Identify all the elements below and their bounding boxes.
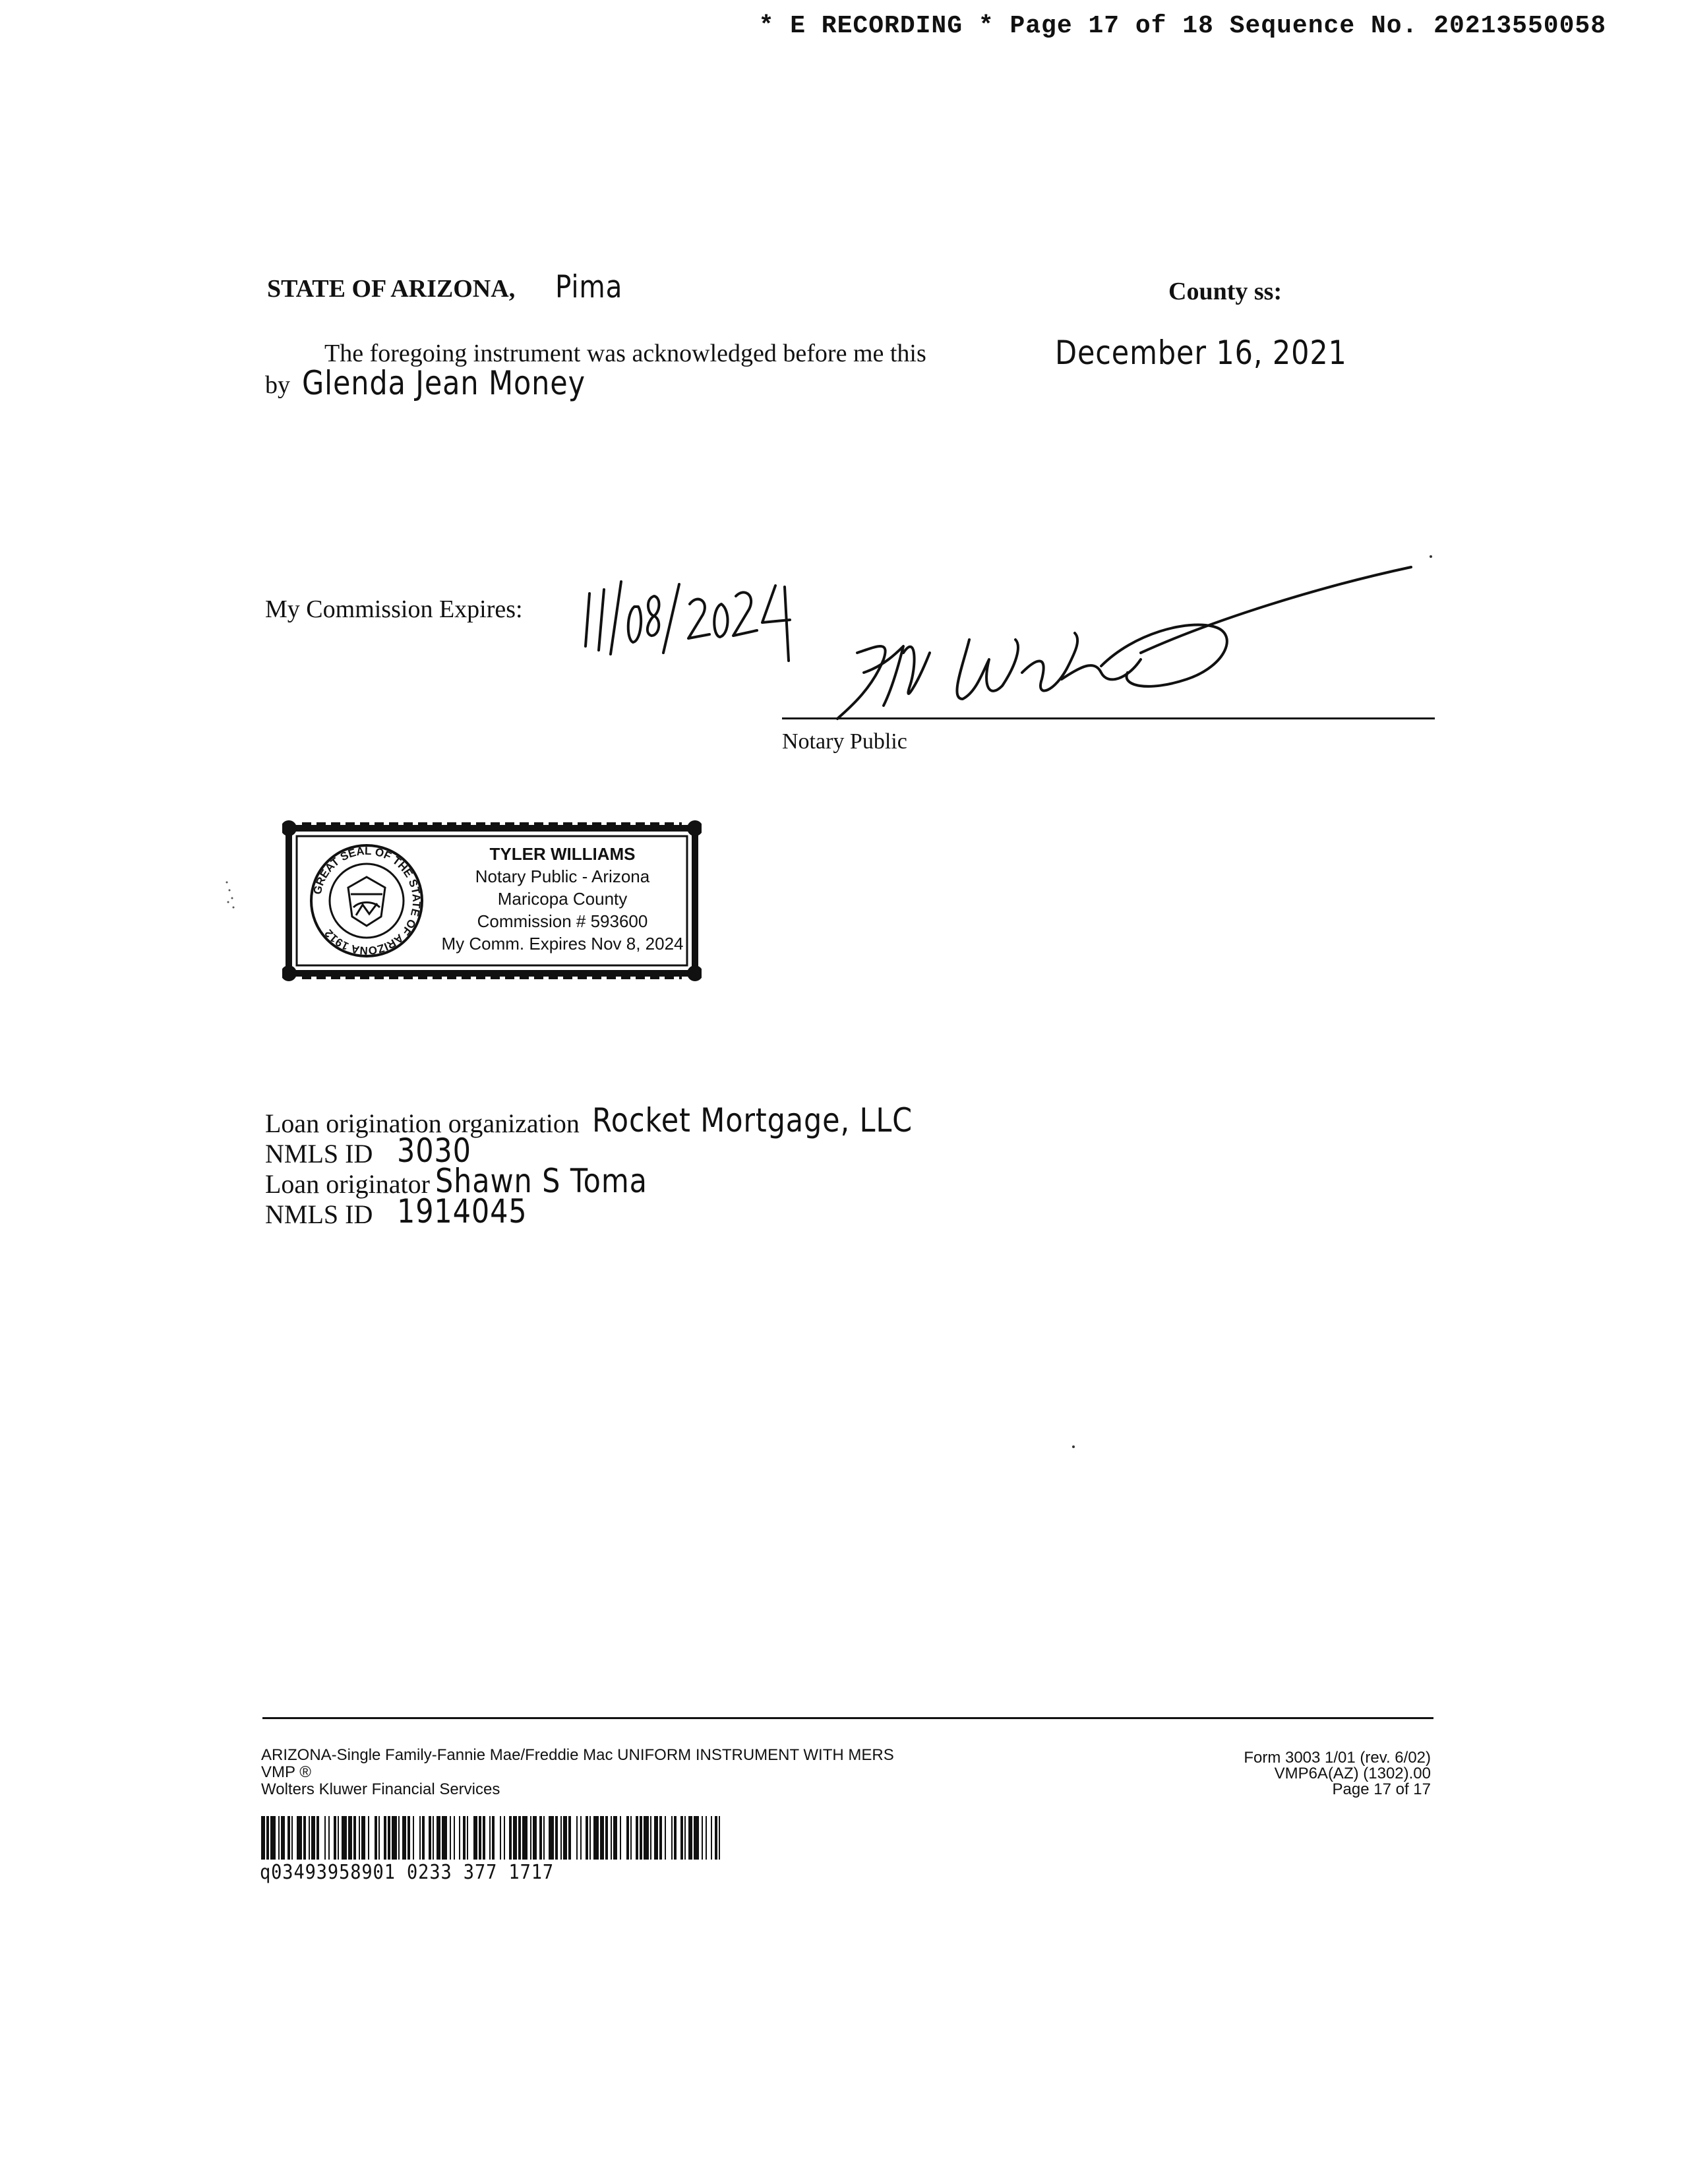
loan-originator-value: Shawn S Toma bbox=[435, 1162, 648, 1200]
county-name: Pima bbox=[555, 269, 623, 305]
org-nmls-value: 3030 bbox=[397, 1132, 471, 1170]
footer-vmp-code: VMP6A(AZ) (1302).00 bbox=[1274, 1765, 1431, 1782]
scan-specks bbox=[223, 878, 243, 918]
notary-signature bbox=[818, 554, 1437, 725]
org-nmls-label: NMLS ID bbox=[265, 1139, 373, 1168]
scan-dot bbox=[1430, 555, 1432, 558]
barcode bbox=[261, 1816, 720, 1860]
footer-form-number: Form 3003 1/01 (rev. 6/02) bbox=[1244, 1749, 1431, 1767]
arizona-seal bbox=[307, 841, 426, 960]
scan-dot bbox=[1072, 1445, 1075, 1448]
originator-nmls-label: NMLS ID bbox=[265, 1199, 373, 1229]
stamp-title: Notary Public - Arizona bbox=[475, 866, 650, 886]
recording-header: * E RECORDING * Page 17 of 18 Sequence No. 20213550058 bbox=[758, 12, 1606, 40]
footer-page-number: Page 17 of 17 bbox=[1332, 1780, 1431, 1798]
stamp-county: Maricopa County bbox=[497, 889, 628, 909]
footer-publisher: Wolters Kluwer Financial Services bbox=[261, 1780, 500, 1798]
signer-name: Glenda Jean Money bbox=[302, 364, 586, 402]
state-label: STATE OF ARIZONA, bbox=[267, 275, 516, 303]
stamp-commission-number: Commission # 593600 bbox=[477, 911, 648, 931]
notary-public-label: Notary Public bbox=[782, 729, 907, 754]
signature-line bbox=[782, 717, 1435, 719]
stamp-notary-name: TYLER WILLIAMS bbox=[489, 844, 636, 864]
loan-org-value: Rocket Mortgage, LLC bbox=[592, 1101, 913, 1139]
by-label: by bbox=[265, 371, 290, 399]
county-ss-label: County ss: bbox=[1168, 278, 1282, 305]
stamp-expiration: My Comm. Expires Nov 8, 2024 bbox=[441, 934, 684, 954]
footer-rule bbox=[262, 1717, 1433, 1719]
originator-nmls-value: 1914045 bbox=[397, 1192, 528, 1230]
handwritten-commission-date bbox=[580, 567, 818, 666]
commission-expires-label: My Commission Expires: bbox=[265, 595, 523, 623]
loan-originator-label: Loan originator bbox=[265, 1169, 430, 1199]
notary-stamp bbox=[282, 820, 702, 981]
footer-instrument-title: ARIZONA-Single Family-Fannie Mae/Freddie Mac UNIFORM INSTRUMENT WITH MERS bbox=[261, 1746, 894, 1764]
acknowledgment-text: The foregoing instrument was acknowledged before me this bbox=[324, 340, 926, 367]
loan-org-label: Loan origination organization bbox=[265, 1108, 580, 1138]
footer-vmp: VMP ® bbox=[261, 1763, 311, 1781]
acknowledgment-date: December 16, 2021 bbox=[1055, 334, 1347, 372]
seal-text: GREAT SEAL OF THE STATE OF ARIZONA 1912 bbox=[311, 844, 423, 957]
barcode-text: q03493958901 0233 377 1717 bbox=[260, 1861, 555, 1884]
